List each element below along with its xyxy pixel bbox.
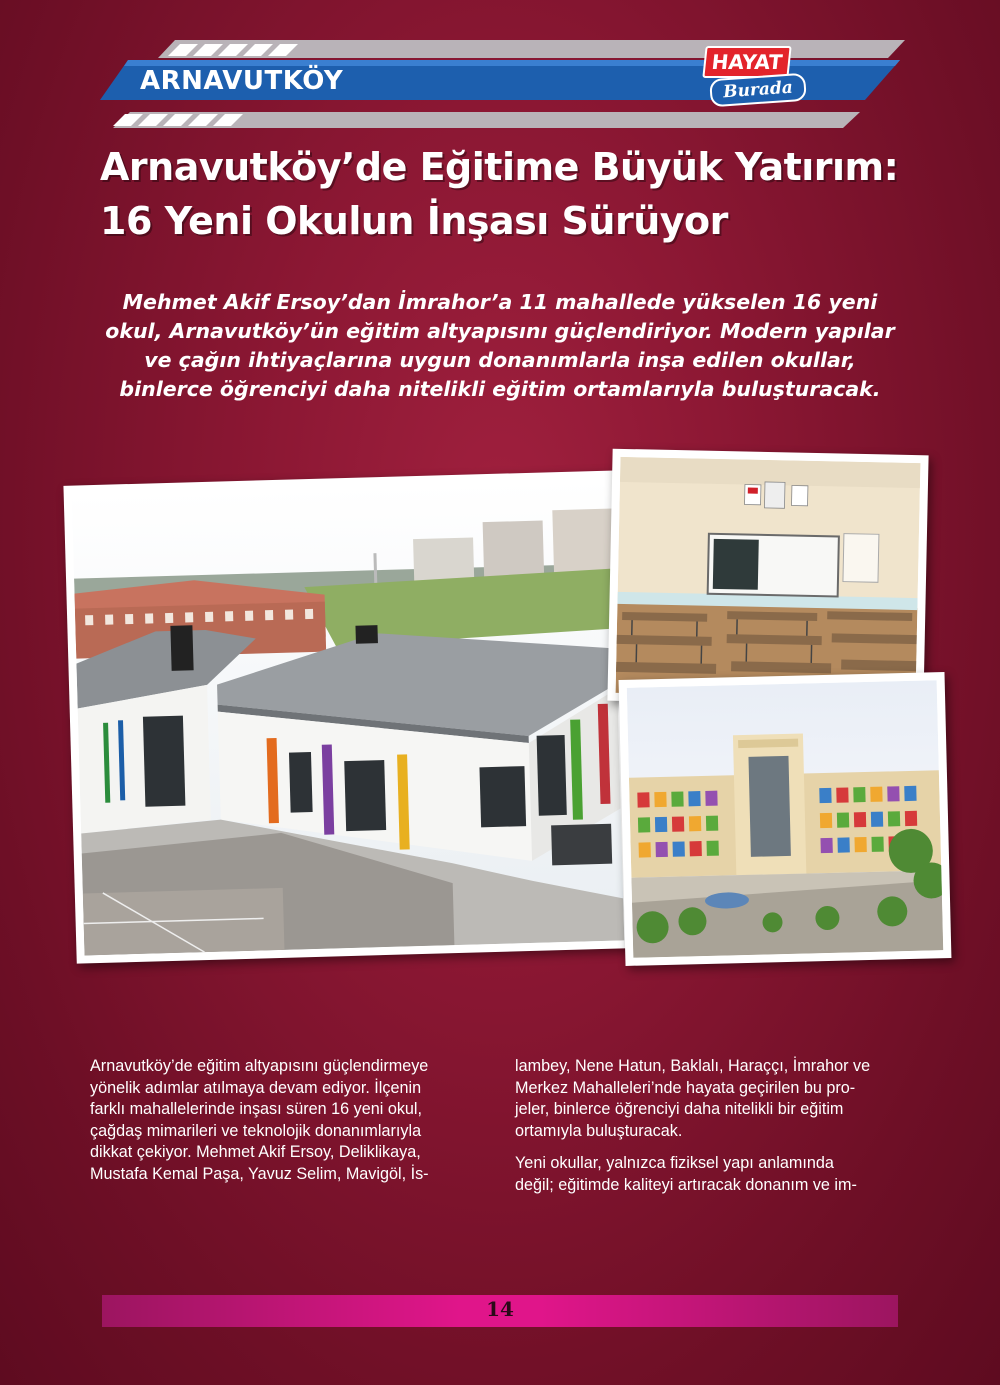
body-line: çağdaş mimarileri ve teknolojik donanımlarıyla [90, 1121, 422, 1140]
hayat-burada-logo [700, 46, 810, 104]
page-number: 14 [486, 1297, 514, 1321]
article-lead [60, 288, 940, 404]
lead-line: Mehmet Akif Ersoy’dan İmrahor’a 11 mahallede yükselen 16 yeni [122, 290, 878, 314]
body-line: yönelik adımlar atılmaya devam ediyor. İlçenin [90, 1078, 422, 1097]
school-building-photo [63, 470, 632, 963]
body-line: Yeni okullar, yalnızca fiziksel yapı anlamında [515, 1154, 834, 1172]
classroom-photo [607, 449, 928, 708]
logo-top-text: HAYAT [702, 46, 791, 78]
body-line: değil; eğitimde kaliteyi artıracak donanım ve im- [515, 1175, 857, 1194]
section-label: ARNAVUTKÖY [140, 66, 344, 96]
body-line: ortamıyla buluşturacak. [515, 1121, 683, 1140]
body-line: farklı mahallelerinde inşası süren 16 yeni okul, [90, 1100, 423, 1118]
logo-bottom-text: Burada [709, 73, 807, 108]
article-column-1 [90, 1056, 490, 1185]
section-banner [0, 0, 1000, 140]
lead-line: okul, Arnavutköy’ün eğitim altyapısını güçlendiriyor. Modern yapılar [105, 319, 895, 343]
body-line: Mustafa Kemal Paşa, Yavuz Selim, Mavigöl, İs- [90, 1164, 429, 1183]
body-line: jeler, binlerce öğrenciyi daha nitelikli bir eğitim [515, 1100, 844, 1118]
body-line: lambey, Nene Hatun, Baklalı, Haraççı, İmrahor ve [515, 1057, 871, 1075]
article-column-2 [515, 1056, 915, 1196]
article-title [100, 140, 920, 248]
title-line: Arnavutköy’de Eğitime Büyük Yatırım: [100, 145, 899, 189]
lead-line: binlerce öğrenciyi daha nitelikli eğitim ortamlarıyla buluşturacak. [119, 377, 881, 401]
body-line: Arnavutköy’de eğitim altyapısını güçlendirmeye [90, 1057, 429, 1075]
body-line: dikkat çekiyor. Mehmet Akif Ersoy, Deliklikaya, [90, 1143, 421, 1161]
title-line: 16 Yeni Okulun İnşası Sürüyor [100, 199, 728, 243]
school-render-photo [619, 672, 952, 966]
lead-line: ve çağın ihtiyaçlarına uygun donanımlarla inşa edilen okullar, [144, 348, 856, 372]
body-line: Merkez Mahalleleri’nde hayata geçirilen bu pro- [515, 1078, 856, 1097]
